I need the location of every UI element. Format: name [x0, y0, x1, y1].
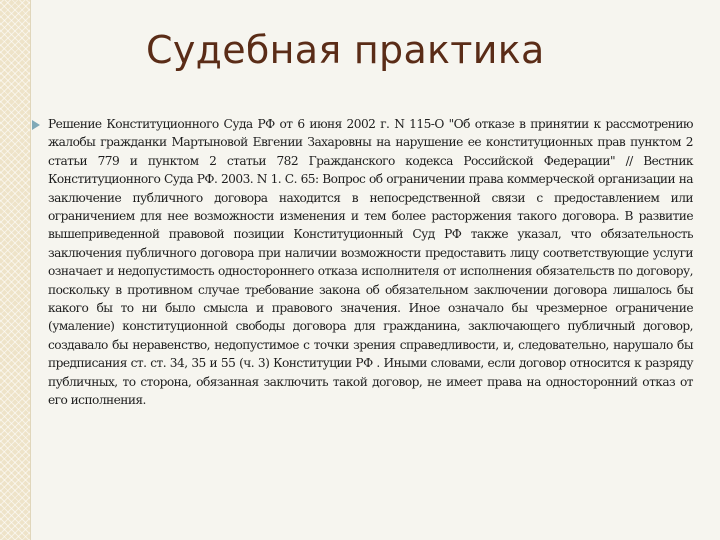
decorative-side-stripe [0, 0, 30, 540]
body-paragraph: Решение Конституционного Суда РФ от 6 июня 2002 г. N 115-О "Об отказе в принятии к рассмотрению жалобы гражданки Мартыновой Евгении Захаровны на нарушение ее конституционных прав пунктом 2 статьи 779 и пунктом 2 статьи 782 Гражданского кодекса Российской Федерации" // Вестник Конституционного Суда РФ. 2003. N 1. С. 65: Вопрос об ограничении права коммерческой организации на заключение публичного договора находится в непосредственной связи с предоставлением или ограничением для нее возможности изменения и тем более расторжения такого договора. В развитие вышеприведенной правовой позиции Конституционный Суд РФ также указал, что обязательность заключения публичного договора при наличии возможности предоставить лицу соответствующие услуги означает и недопустимость одностороннего отказа исполнителя от исполнения обязательств по договору, поскольку в противном случае требование закона об обязательном заключении договора лишалось бы какого бы то ни было смысла и правового значения. Иное означало бы чрезмерное ограничение (умаление) конституционной свободы договора для гражданина, заключающего публичный договор, создавало бы неравенство, недопустимое с точки зрения справедливости, и, следовательно, нарушало бы предписания ст. ст. 34, 35 и 55 (ч. 3) Конституции РФ . Иными словами, если договор относится к разряду публичных, то сторона, обязанная заключить такой договор, не имеет права на односторонний отказ от его исполнения. [48, 117, 693, 408]
side-stripe-divider [30, 0, 31, 540]
bullet-arrow-icon [32, 120, 40, 130]
slide-title: Судебная практика [146, 28, 545, 72]
